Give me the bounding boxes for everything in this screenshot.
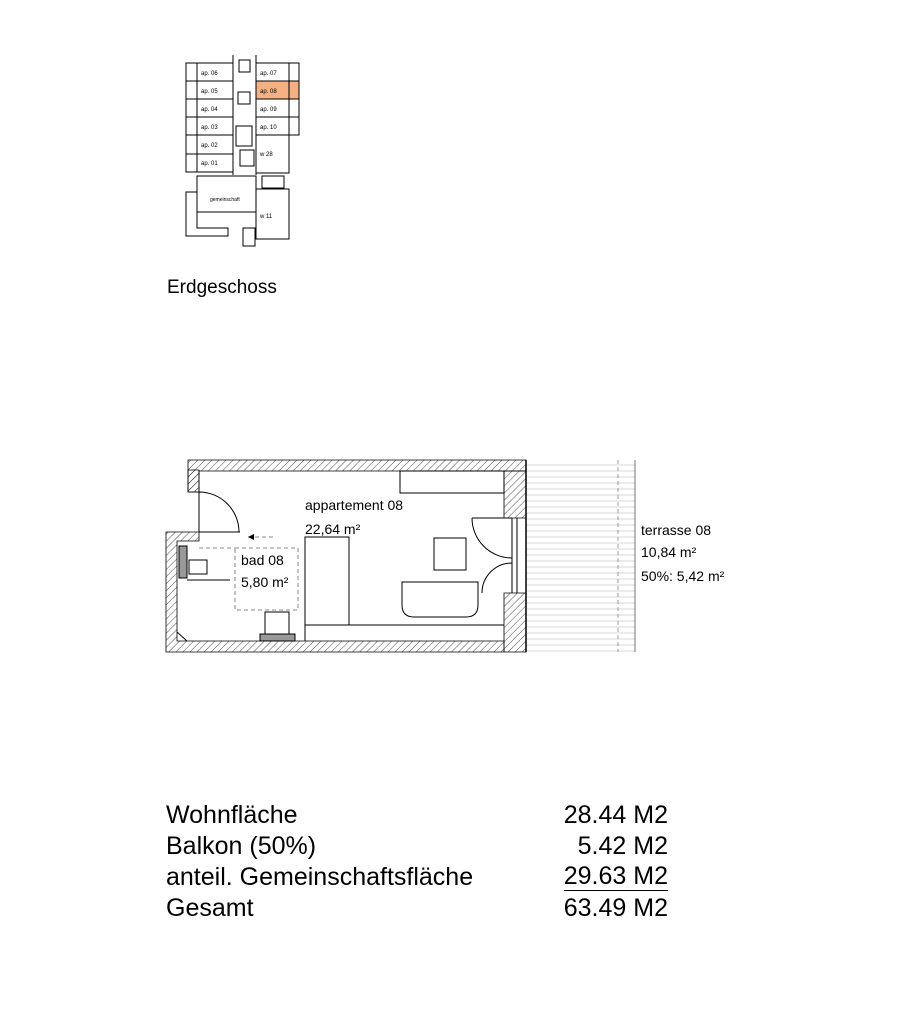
site-label-ap10: ap. 10 <box>260 125 277 131</box>
site-label-ap01: ap. 01 <box>201 161 218 167</box>
area-value: 29.63 M2 <box>563 862 668 890</box>
site-plan <box>0 0 910 260</box>
area-row-total <box>166 893 676 924</box>
site-label-ap07: ap. 07 <box>260 71 277 77</box>
area-summary <box>166 800 676 924</box>
site-label-ap05: ap. 05 <box>201 89 218 95</box>
floor-label: Erdgeschoss <box>167 277 277 298</box>
area-row <box>166 862 676 893</box>
room-area-terrace: 10,84 m² <box>641 544 697 560</box>
room-area-apartment: 22,64 m² <box>305 521 361 537</box>
walls <box>166 460 526 652</box>
area-label: Wohnfläche <box>166 801 298 829</box>
site-label-ap08: ap. 08 <box>260 89 277 95</box>
site-label-ap09: ap. 09 <box>260 107 277 113</box>
area-row <box>166 831 676 862</box>
site-label-ap03: ap. 03 <box>201 125 218 131</box>
room-share-terrace: 50%: 5,42 m² <box>641 568 725 584</box>
area-label: Balkon (50%) <box>166 832 317 860</box>
area-value-total: 63.49 M2 <box>563 894 668 922</box>
site-label-w28: w 28 <box>260 152 273 158</box>
room-area-bath: 5,80 m² <box>241 574 289 590</box>
room-name-bath: bad 08 <box>241 552 284 568</box>
area-row <box>166 800 676 831</box>
terrace-area <box>526 460 635 652</box>
area-label-total: Gesamt <box>166 894 254 922</box>
room-name-terrace: terrasse 08 <box>641 522 712 538</box>
area-value: 5.42 M2 <box>577 832 668 860</box>
site-label-ap04: ap. 04 <box>201 107 218 113</box>
area-label: anteil. Gemeinschaftsfläche <box>166 863 474 891</box>
room-name-apartment: appartement 08 <box>305 497 404 513</box>
site-label-ap02: ap. 02 <box>201 143 218 149</box>
site-label-w11: w 11 <box>260 214 273 220</box>
site-label-ap06: ap. 06 <box>201 71 218 77</box>
area-value: 28.44 M2 <box>563 801 668 829</box>
site-label-common: gemeinschaft <box>210 197 240 203</box>
apartment-floor-plan <box>0 440 910 680</box>
